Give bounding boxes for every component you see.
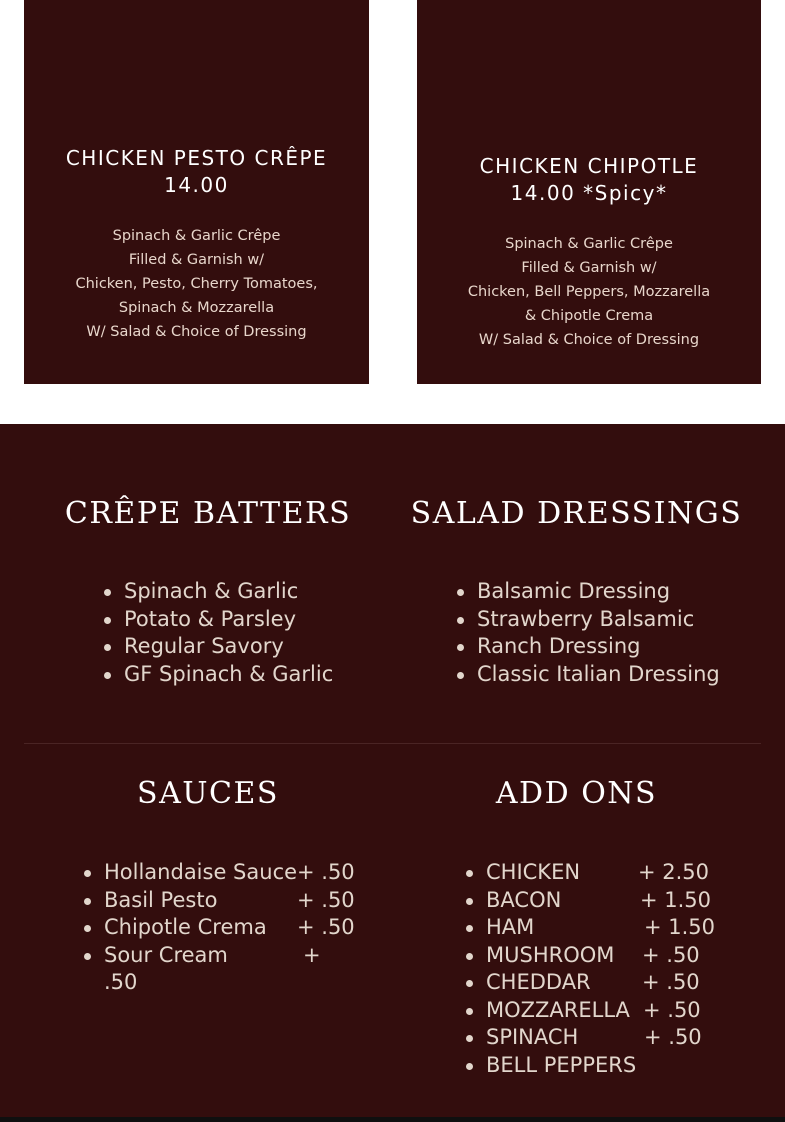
- menu-card-chicken-chipotle: [417, 0, 761, 384]
- list-item: [104, 942, 321, 997]
- sauces-heading: SAUCES: [137, 776, 279, 811]
- item-name: CHEDDAR: [486, 970, 591, 994]
- card-title: [24, 145, 369, 199]
- list-item: [486, 969, 700, 997]
- card-title-name: CHICKEN CHIPOTLE: [479, 154, 699, 178]
- item-price: + .50: [642, 942, 700, 967]
- menu-options-panel: [0, 424, 785, 1122]
- item-price: + 1.50: [644, 915, 716, 939]
- add-ons-heading: ADD ONS: [495, 776, 658, 811]
- card-desc-line: Spinach & Garlic Crêpe: [505, 236, 673, 252]
- item-name: Sour Cream: [104, 942, 228, 967]
- card-desc-line: Chicken, Pesto, Cherry Tomatoes,: [75, 276, 318, 292]
- list-item: Potato & Parsley: [124, 606, 333, 634]
- item-name: MUSHROOM: [486, 942, 615, 967]
- list-item: [104, 859, 355, 887]
- sauces-list: [104, 859, 355, 997]
- card-title-name: CHICKEN PESTO CRÊPE: [65, 146, 328, 170]
- crepe-batters-heading: CRÊPE BATTERS: [64, 496, 352, 531]
- list-item: [486, 1024, 702, 1052]
- list-item: [104, 914, 355, 942]
- item-price: + 1.50: [640, 887, 712, 912]
- item-price: + .50: [642, 970, 700, 994]
- list-item: [486, 942, 700, 970]
- card-desc-line: W/ Salad & Choice of Dressing: [86, 324, 307, 340]
- salad-dressings-list: [477, 578, 720, 688]
- item-price-wrapped: .50: [104, 970, 138, 994]
- item-name: BACON: [486, 887, 562, 912]
- item-name: SPINACH: [486, 1025, 579, 1049]
- item-price: + .50: [297, 915, 355, 939]
- item-price: +: [303, 942, 321, 967]
- item-name: BELL PEPPERS: [486, 1052, 637, 1077]
- card-desc-line: Filled & Garnish w/: [128, 252, 265, 268]
- menu-card-chicken-pesto: [24, 0, 369, 384]
- crepe-batters-list: [124, 578, 333, 688]
- card-desc-line: Filled & Garnish w/: [521, 260, 657, 276]
- list-item: [104, 887, 355, 915]
- card-title-price: 14.00: [164, 173, 229, 197]
- list-item: [486, 997, 701, 1025]
- list-item: [486, 914, 716, 942]
- list-item: Regular Savory: [124, 633, 333, 661]
- list-item: Balsamic Dressing: [477, 578, 720, 606]
- item-price: + .50: [297, 887, 355, 912]
- salad-dressings-heading: SALAD DRESSINGS: [410, 496, 743, 531]
- list-item: Strawberry Balsamic: [477, 606, 720, 634]
- card-desc-line: Chicken, Bell Peppers, Mozzarella: [467, 284, 711, 300]
- list-item: GF Spinach & Garlic: [124, 661, 333, 689]
- list-item: [486, 887, 712, 915]
- item-price: + .50: [644, 1025, 702, 1049]
- item-name: Chipotle Crema: [104, 915, 267, 939]
- item-name: CHICKEN: [486, 860, 581, 884]
- item-price: + 2.50: [638, 860, 710, 884]
- item-price: + .50: [643, 997, 701, 1022]
- list-item: Ranch Dressing: [477, 633, 720, 661]
- item-name: Basil Pesto: [104, 887, 218, 912]
- add-ons-list: [486, 859, 716, 1079]
- section-divider: [24, 743, 761, 744]
- card-title-price: 14.00 *Spicy*: [510, 181, 668, 205]
- card-description: [24, 224, 369, 344]
- list-item: Spinach & Garlic: [124, 578, 333, 606]
- card-desc-line: W/ Salad & Choice of Dressing: [478, 332, 700, 348]
- card-desc-line: Spinach & Garlic Crêpe: [112, 228, 281, 244]
- footer-bar: [0, 1117, 785, 1122]
- item-name: Hollandaise Sauce: [104, 860, 298, 884]
- card-title: [417, 153, 761, 207]
- list-item: [486, 859, 710, 887]
- item-price: + .50: [297, 860, 355, 884]
- list-item: Classic Italian Dressing: [477, 661, 720, 689]
- item-name: MOZZARELLA: [486, 997, 630, 1022]
- card-desc-line: & Chipotle Crema: [524, 308, 654, 324]
- item-name: HAM: [486, 915, 535, 939]
- list-item: [486, 1052, 636, 1080]
- card-desc-line: Spinach & Mozzarella: [118, 300, 275, 316]
- card-description: [417, 232, 761, 352]
